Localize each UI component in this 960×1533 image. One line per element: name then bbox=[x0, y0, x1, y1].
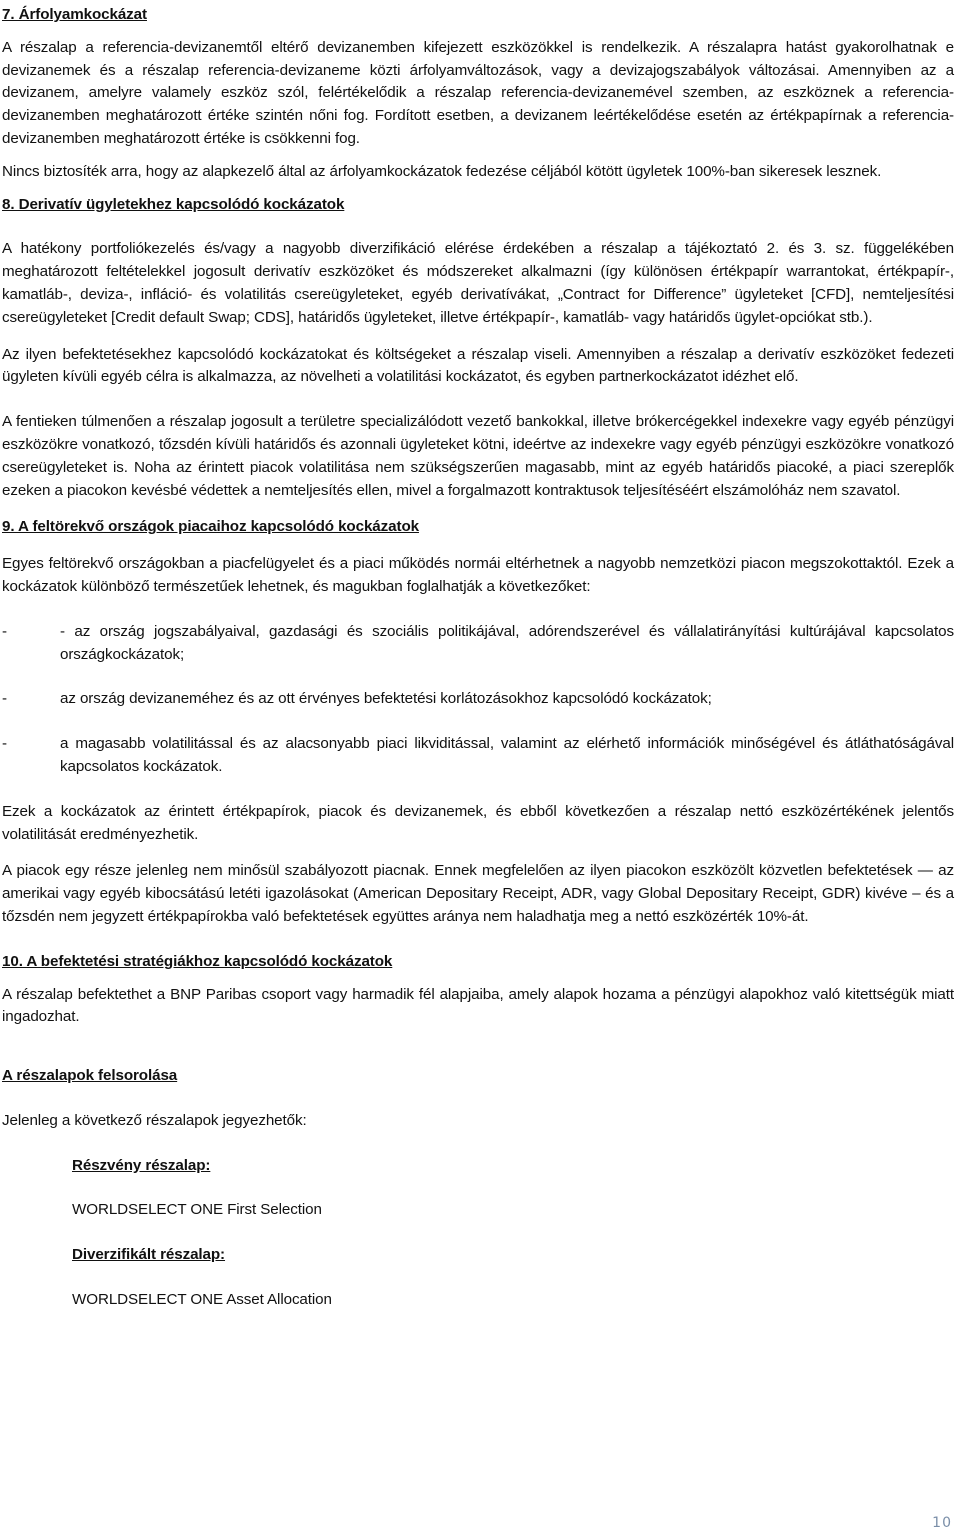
section-9-paragraph-3: A piacok egy része jelenleg nem minősül szabályozott piacnak. Ennek megfelelően az ilyen piacokon eszközölt közvetlen befektetések — az amerikai vagy egyéb kibocsátású letéti igazolásokat (American Depositary Receipt, ADR, vagy Global Depositary Receipt, GDR) kivéve – és a tőzsdén nem jegyzett értékpapírokba való befektetések együttes aránya nem haladhatja meg a nettó eszközérték 10%-át. bbox=[2, 862, 954, 925]
page-content bbox=[2, 4, 954, 1312]
diversified-subfund-name: WORLDSELECT ONE Asset Allocation bbox=[72, 1291, 332, 1309]
list-dash: - bbox=[2, 735, 7, 753]
section-9-heading: 9. A feltörekvő országok piacaihoz kapcsolódó kockázatok bbox=[2, 518, 419, 536]
list-item-text: a magasabb volatilitással és az alacsonyabb piaci likviditással, valamint az elérhető információk minőségével és átláthatóságával kapcsolatos kockázatok. bbox=[60, 735, 954, 775]
equity-subfund-name: WORLDSELECT ONE First Selection bbox=[72, 1201, 322, 1219]
section-10-paragraph-1: A részalap befektethet a BNP Paribas csoport vagy harmadik fél alapjaiba, amely alapok hozama a pénzügyi alapokhoz való kitettségük miatt ingadozhat. bbox=[2, 985, 954, 1026]
section-7-paragraph-2: Nincs biztosíték arra, hogy az alapkezelő által az árfolyamkockázatok fedezése céljából kötött ügyletek 100%-ban sikeresek lesznek. bbox=[2, 162, 882, 180]
list-item-text: az ország devizaneméhez és az ott érvényes befektetési korlátozásokhoz kapcsolódó kockázatok; bbox=[60, 690, 712, 708]
section-8-paragraph-2: Az ilyen befektetésekhez kapcsolódó kockázatokat és költségeket a részalap viseli. Amennyiben a részalap a derivatív eszközöket fedezeti ügyleten kívüli egyéb célra is alkalmazza, az növelheti a volatilitási kockázatot, és egyben partnerkockázatot idézhet elő. bbox=[2, 345, 954, 386]
list-item bbox=[2, 733, 954, 779]
diversified-subfund-label: Diverzifikált részalap: bbox=[72, 1246, 226, 1264]
section-10-heading: 10. A befektetési stratégiákhoz kapcsolódó kockázatok bbox=[2, 952, 393, 970]
page-number: 10 bbox=[932, 1515, 952, 1531]
subfunds-heading: A részalapok felsorolása bbox=[2, 1067, 178, 1085]
section-9-risk-list bbox=[2, 621, 954, 779]
section-9-paragraph-1: Egyes feltörekvő országokban a piacfelügyelet és a piaci működés normái eltérhetnek a nagyobb nemzetközi piacon megszokottaktól. Ezek a kockázatok különböző természetűek lehetnek, és magukban foglalhatják a következőket: bbox=[2, 555, 954, 595]
section-8-paragraph-3: A fentieken túlmenően a részalap jogosult a területre specializálódott vezető bankokkal, illetve brókercégekkel indexekre vagy egyéb pénzügyi eszközökre vonatkozó, tőzsdén kívüli határidős és azonnali ügyleteket kötni, ideértve az indexekre vagy egyéb pénzügyi eszközökre vonatkozó csereügyleteket is. Noha az érintett piacok volatilitása nem szükségszerűen magasabb, mint az egyéb határidős piacoké, a piaci szereplők ezeken a piacokon kevésbé védettek a nemteljesítés ellen, mivel a forgalmazott kontraktusok teljesítéséért elszámolóház nem szavatol. bbox=[2, 413, 954, 499]
list-dash: - bbox=[2, 622, 7, 640]
list-item bbox=[2, 688, 954, 711]
section-8-paragraph-1: A hatékony portfoliókezelés és/vagy a nagyobb diverzifikáció elérése érdekében a részalap a tájékoztató 2. és 3. sz. függelékében meghatározott feltételekkel jogosult derivatív eszközöket és módszereket alkalmazni (így különösen értékpapír warrantokat, értékpapír-, kamatláb-, deviza-, infláció- és volatilitás csereügyleteket, egyéb derivatívákat, „Contract for Difference” ügyleteket [CFD], nemteljesítési csereügyleteket [Credit default Swap; CDS], határidős ügyleteket, illetve értékpapír-, kamatláb- vagy határidős ügylet-opciókat stb.). bbox=[2, 240, 954, 326]
section-9-paragraph-2: Ezek a kockázatok az érintett értékpapírok, piacok és devizanemek, és ebből következően a részalap nettó eszközértékének jelentős volatilitását eredményezhetik. bbox=[2, 802, 954, 843]
subfunds-intro: Jelenleg a következő részalapok jegyezhetők: bbox=[2, 1111, 307, 1129]
equity-subfund-label: Részvény részalap: bbox=[72, 1156, 211, 1174]
section-7-paragraph-1: A részalap a referencia-devizanemtől eltérő devizanemben kifejezett eszközökkel is rendelkezik. A részalapra hatást gyakorolhatnak e devizanemek és a részalap referencia-devizaneme közti árfolyamváltozások, vagy a devizajogszabályok változásai. Amennyiben az a devizanem, amelyre valamely eszköz szól, felértékelődik a részalap referencia-devizanemével szemben, az eszköznek a referencia-devizanemben meghatározott értéke szintén nőni fog. Fordított esetben, a devizanem leértékelődése esetén az értékpapírnak a referencia-devizanemben meghatározott értéke is csökkenni fog. bbox=[2, 38, 954, 147]
section-7-heading: 7. Árfolyamkockázat bbox=[2, 6, 147, 23]
list-dash: - bbox=[2, 690, 7, 708]
list-item-text: - az ország jogszabályaival, gazdasági és szociális politikájával, adórendszerével és vállalatirányítási kultúrájával kapcsolatos országkockázatok; bbox=[60, 622, 954, 663]
section-8-heading: 8. Derivatív ügyletekhez kapcsolódó kockázatok bbox=[2, 195, 345, 213]
list-item bbox=[2, 621, 954, 667]
